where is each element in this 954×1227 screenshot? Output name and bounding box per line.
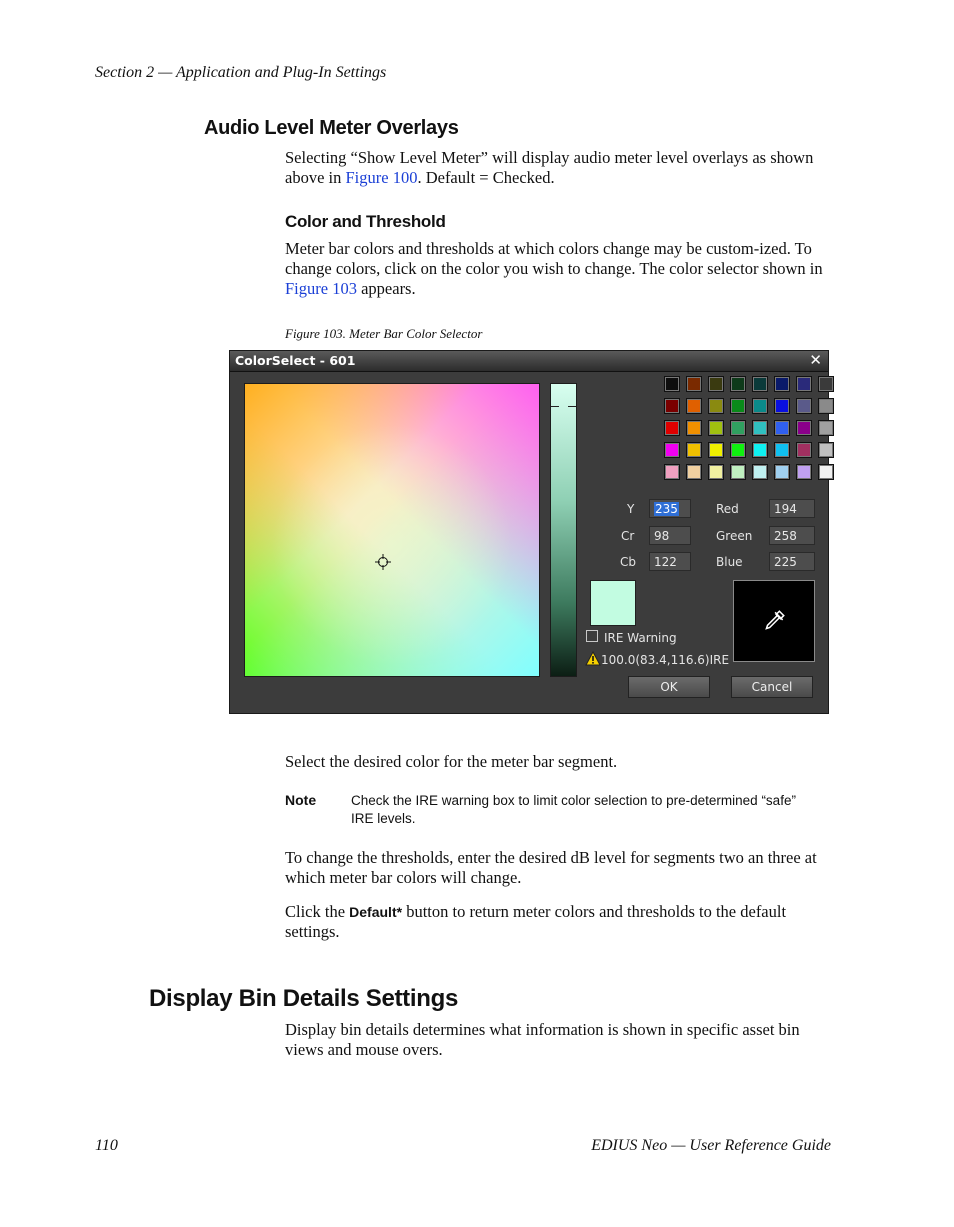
red-field[interactable] xyxy=(769,499,815,518)
color-swatch[interactable] xyxy=(709,465,723,479)
color-palette[interactable] xyxy=(244,383,540,677)
color-swatch[interactable] xyxy=(687,421,701,435)
color-swatch[interactable] xyxy=(797,465,811,479)
warning-icon xyxy=(585,651,601,666)
ire-warning-label: IRE Warning xyxy=(604,631,677,645)
color-preview xyxy=(590,580,636,626)
cr-label: Cr xyxy=(621,529,635,543)
color-swatch[interactable] xyxy=(797,377,811,391)
color-paragraph xyxy=(285,239,833,299)
color-swatch[interactable] xyxy=(709,421,723,435)
crosshair-icon[interactable] xyxy=(375,554,391,570)
default-button-name: Default* xyxy=(349,904,403,920)
color-swatch[interactable] xyxy=(775,421,789,435)
color-text-2: appears. xyxy=(356,279,416,298)
audio-text-1: Selecting “Show Level Meter” will display audio meter level overlays as shown above in xyxy=(285,148,814,187)
green-field[interactable] xyxy=(769,526,815,545)
default-text-1: Click the xyxy=(285,902,350,921)
cb-field[interactable] xyxy=(649,552,691,571)
color-swatch[interactable] xyxy=(797,421,811,435)
color-swatch[interactable] xyxy=(687,465,701,479)
cancel-button[interactable]: Cancel xyxy=(731,676,813,698)
color-swatch[interactable] xyxy=(665,421,679,435)
blue-field[interactable] xyxy=(769,552,815,571)
color-swatch[interactable] xyxy=(819,443,833,457)
color-select-dialog xyxy=(229,350,829,714)
ire-readout: 100.0(83.4,116.6)IRE xyxy=(601,653,730,667)
green-label: Green xyxy=(716,529,753,543)
color-swatch[interactable] xyxy=(731,399,745,413)
color-swatch[interactable] xyxy=(731,377,745,391)
color-swatch[interactable] xyxy=(753,377,767,391)
color-swatch[interactable] xyxy=(819,465,833,479)
running-header: Section 2 — Application and Plug-In Settings xyxy=(95,64,387,81)
color-swatch[interactable] xyxy=(753,465,767,479)
figure-caption: Figure 103. Meter Bar Color Selector xyxy=(285,326,483,341)
bin-heading: Display Bin Details Settings xyxy=(149,985,459,1012)
blue-value: 225 xyxy=(774,555,797,569)
color-swatch[interactable] xyxy=(731,465,745,479)
luminance-slider[interactable] xyxy=(550,383,577,677)
palette-highlight xyxy=(245,384,539,676)
green-value: 258 xyxy=(774,529,797,543)
slider-marker-right xyxy=(568,406,576,407)
color-swatch[interactable] xyxy=(819,377,833,391)
figure-100-link[interactable]: Figure 100 xyxy=(345,168,418,187)
color-swatch[interactable] xyxy=(665,443,679,457)
audio-text-2: . Default = Checked. xyxy=(417,168,555,187)
ok-button[interactable]: OK xyxy=(628,676,710,698)
color-swatch[interactable] xyxy=(753,421,767,435)
eyedropper-box[interactable] xyxy=(733,580,815,662)
blue-label: Blue xyxy=(716,555,743,569)
color-swatch[interactable] xyxy=(665,377,679,391)
color-swatch[interactable] xyxy=(753,443,767,457)
color-swatch[interactable] xyxy=(775,377,789,391)
y-value: 235 xyxy=(655,502,678,516)
note-text: Check the IRE warning box to limit color selection to pre-determined “safe” IRE levels. xyxy=(351,793,796,826)
default-paragraph xyxy=(285,902,833,942)
dialog-title: ColorSelect - 601 xyxy=(235,353,356,368)
color-swatch[interactable] xyxy=(819,421,833,435)
slider-marker-left xyxy=(551,406,559,407)
audio-heading: Audio Level Meter Overlays xyxy=(204,117,459,139)
color-swatch[interactable] xyxy=(775,399,789,413)
red-label: Red xyxy=(716,502,739,516)
color-swatch[interactable] xyxy=(731,443,745,457)
color-swatch[interactable] xyxy=(665,399,679,413)
eyedropper-icon[interactable] xyxy=(761,608,787,634)
page-number: 110 xyxy=(95,1137,118,1154)
cb-value: 122 xyxy=(654,555,677,569)
y-field[interactable] xyxy=(649,499,691,518)
audio-paragraph xyxy=(285,148,833,188)
select-color-paragraph: Select the desired color for the meter bar segment. xyxy=(285,752,618,771)
ire-warning-checkbox[interactable] xyxy=(586,630,598,642)
color-swatch[interactable] xyxy=(687,377,701,391)
color-swatch[interactable] xyxy=(753,399,767,413)
footer-title: EDIUS Neo — User Reference Guide xyxy=(591,1137,831,1154)
thresholds-paragraph: To change the thresholds, enter the desired dB level for segments two an three at which meter bar colors will change. xyxy=(285,848,817,887)
cb-label: Cb xyxy=(620,555,636,569)
color-swatch[interactable] xyxy=(709,377,723,391)
cr-field[interactable] xyxy=(649,526,691,545)
color-swatch[interactable] xyxy=(687,443,701,457)
color-heading: Color and Threshold xyxy=(285,212,446,231)
color-text-1: Meter bar colors and thresholds at which colors change may be custom-ized. To change colors, click on the color you wish to change. The color selector shown in xyxy=(285,239,823,278)
color-swatch[interactable] xyxy=(709,443,723,457)
dialog-titlebar[interactable] xyxy=(230,351,828,372)
color-swatch[interactable] xyxy=(665,465,679,479)
cr-value: 98 xyxy=(654,529,670,543)
close-icon[interactable]: ✕ xyxy=(809,351,822,369)
color-swatch[interactable] xyxy=(775,443,789,457)
color-swatch[interactable] xyxy=(731,421,745,435)
figure-103-link[interactable]: Figure 103 xyxy=(285,279,357,298)
note-label: Note xyxy=(285,792,317,808)
color-swatch[interactable] xyxy=(709,399,723,413)
default-text-2: button to return meter colors and thresholds to the default settings. xyxy=(285,902,787,941)
color-swatch[interactable] xyxy=(797,443,811,457)
color-swatch[interactable] xyxy=(687,399,701,413)
bin-paragraph: Display bin details determines what information is shown in specific asset bin views and mouse overs. xyxy=(285,1020,800,1059)
color-swatch[interactable] xyxy=(797,399,811,413)
y-label: Y xyxy=(627,502,635,516)
red-value: 194 xyxy=(774,502,797,516)
color-swatch[interactable] xyxy=(775,465,789,479)
color-swatch[interactable] xyxy=(819,399,833,413)
